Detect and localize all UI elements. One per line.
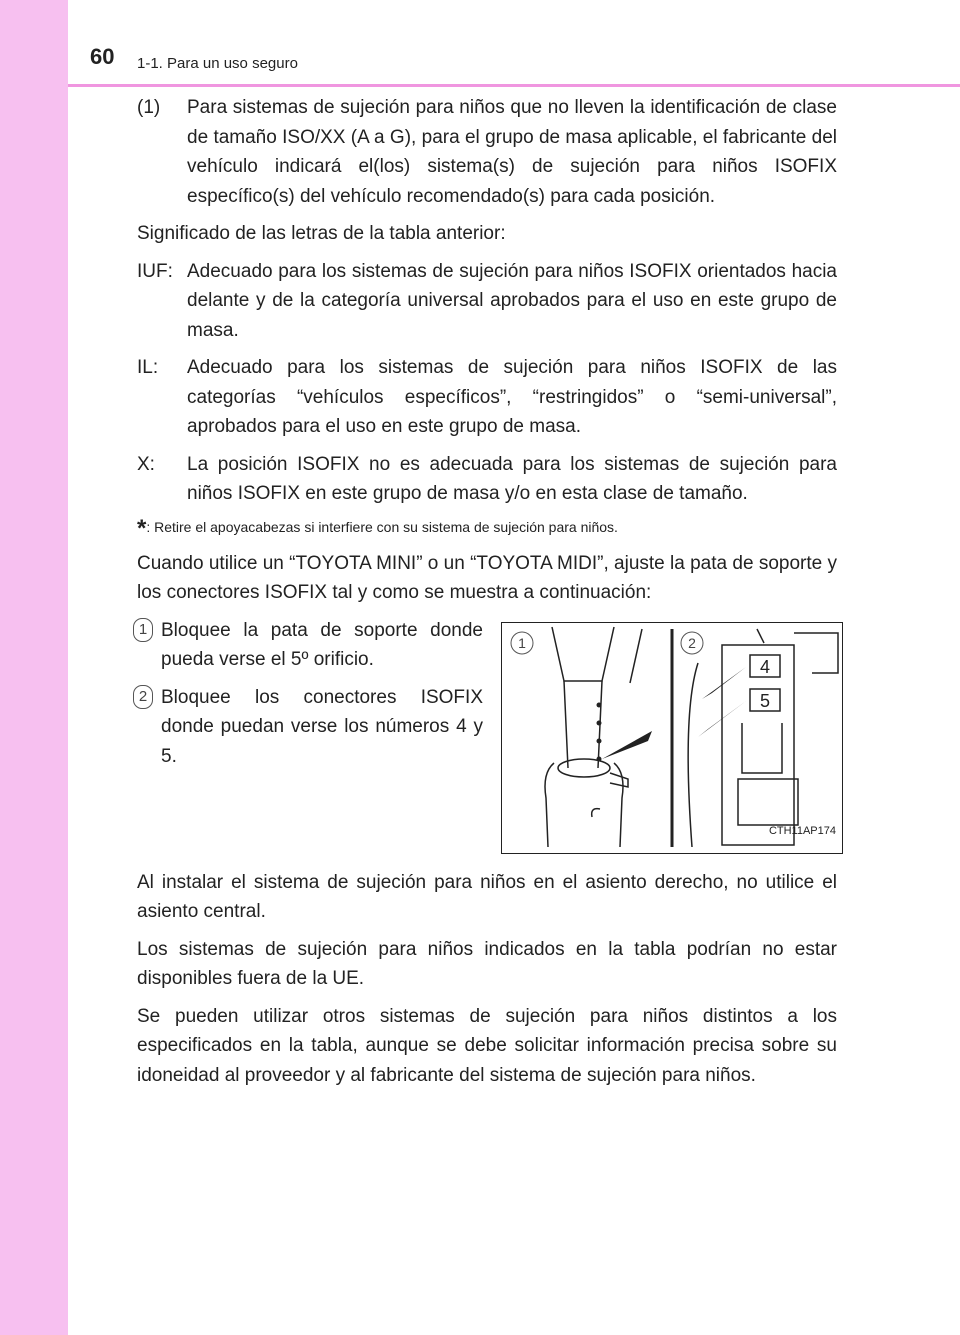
page-margin-bar: [0, 0, 68, 1335]
frame-line: [757, 629, 764, 643]
isofix-illustration: [501, 622, 843, 854]
definition-term: X:: [137, 453, 155, 475]
leg-tube: [564, 681, 602, 768]
definition-text: La posición ISOFIX no es adecuada para los sistemas de sujeción para niños ISOFIX en este grupo de masa y/o en esta clase de tamaño.: [187, 453, 837, 504]
definition-il: [137, 353, 837, 442]
definition-text: Adecuado para los sistemas de sujeción para niños ISOFIX orientados hacia delante y de la categoría universal aprobados para el uso en este grupo de masa.: [187, 260, 837, 341]
steps-list: [137, 616, 483, 780]
leg-collar: [558, 759, 610, 777]
leg-hook: [592, 808, 600, 816]
note-1: [137, 93, 837, 211]
definition-text: Adecuado para los sistemas de sujeción para niños ISOFIX de las categorías “vehículos específicos”, “restringidos” o “semi-universal”, aprobados para el uso en este grupo de masa.: [187, 357, 837, 437]
para-eu: Los sistemas de sujeción para niños indicados en la tabla podrían no estar disponibles fuera de la UE.: [137, 938, 837, 989]
arrow-hole-5: [602, 731, 652, 759]
seat-frame: [794, 633, 838, 673]
step-text: Bloquee la pata de soporte donde pueda verse el 5º orificio.: [161, 619, 483, 670]
note-1-text: Para sistemas de sujeción para niños que no lleven la identificación de clase de tamaño ISO/XX (A a G), para el grupo de masa aplicable, el fabricante del vehículo indicará el(los) sistema(s) de sujeción para niños ISOFIX específico(s) del vehículo recomendado(s) para cada posición.: [187, 97, 837, 207]
section-title: 1-1. Para un uso seguro: [137, 55, 298, 72]
leg-button: [610, 773, 628, 787]
step-item: [137, 683, 483, 772]
figure-mark-5: 5: [759, 690, 771, 711]
definition-term: IUF:: [137, 260, 173, 282]
leg-top: [552, 627, 614, 681]
connector-slot: [742, 723, 782, 773]
definition-x: [137, 450, 837, 509]
step-number-badge: 1: [133, 618, 153, 642]
leg-line: [630, 629, 642, 683]
para-center-seat: Al instalar el sistema de sujeción para niños en el asiento derecho, no utilice el asiento central.: [137, 871, 837, 922]
header-rule: [68, 84, 960, 87]
arrow-mark-4: [702, 667, 746, 699]
figure-code: CTH11AP174: [768, 825, 836, 837]
para-other-systems: Se pueden utilizar otros sistemas de sujeción para niños distintos a los especificados en la tabla, aunque se debe solicitar información precisa sobre su idoneidad al proveedor y al fabricante del sistema de sujeción para niños.: [137, 1005, 837, 1086]
figure-label-1: 1: [518, 634, 526, 651]
toyota-intro: Cuando utilice un “TOYOTA MINI” o un “TOYOTA MIDI”, ajuste la pata de soporte y los conectores ISOFIX tal y como se muestra a continuación:: [137, 552, 837, 603]
leg-base: [545, 763, 623, 847]
seat-contour: [688, 663, 698, 847]
figure-mark-4: 4: [759, 656, 771, 677]
step-text: Bloquee los conectores ISOFIX donde puedan verse los números 4 y 5.: [161, 686, 483, 767]
connector-housing: [722, 645, 794, 845]
figure-label-2: 2: [688, 634, 696, 651]
page-content: [137, 93, 837, 1098]
note-1-label: (1): [137, 97, 161, 118]
footnote: [137, 514, 837, 542]
definition-iuf: [137, 257, 837, 346]
footnote-star: *: [137, 514, 147, 542]
step-item: [137, 616, 483, 675]
definition-term: IL:: [137, 357, 159, 378]
legend-intro: Significado de las letras de la tabla anterior:: [137, 223, 506, 244]
steps-section: [137, 616, 837, 862]
footnote-text: : Retire el apoyacabezas si interfiere con su sistema de sujeción para niños.: [146, 518, 618, 535]
page-number: 60: [90, 44, 115, 69]
step-number-badge: 2: [133, 685, 153, 709]
